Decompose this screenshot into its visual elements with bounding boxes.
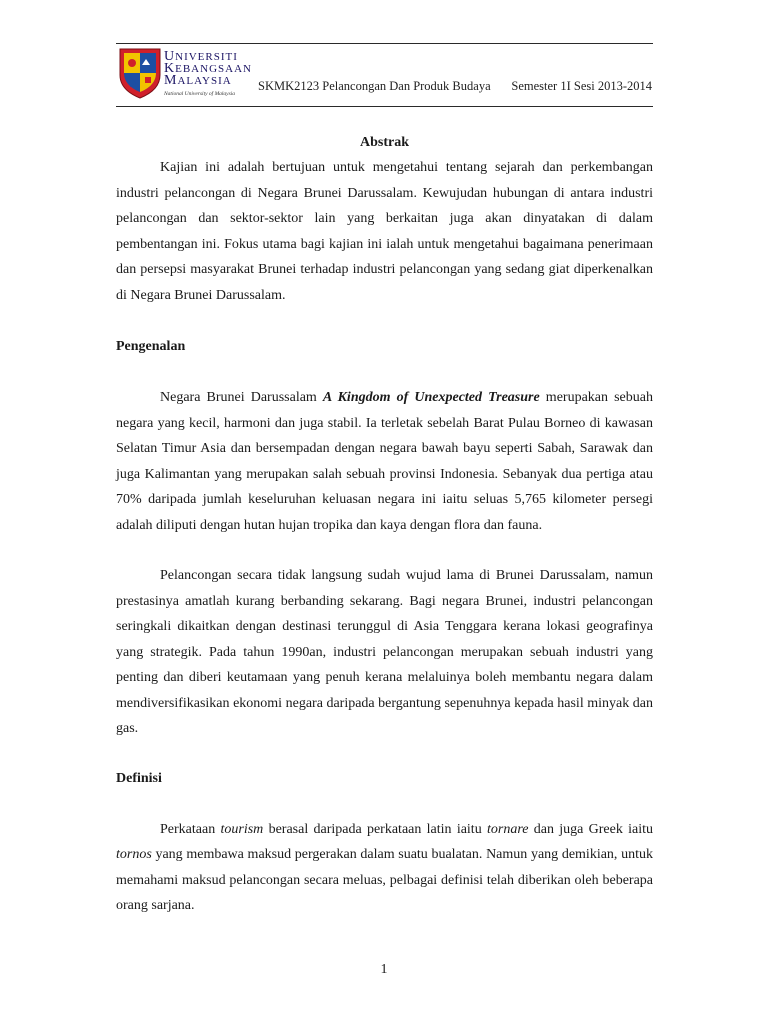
tagline-emphasis: A Kingdom of Unexpected Treasure xyxy=(322,390,540,405)
section-heading-pengenalan: Pengenalan xyxy=(116,339,186,354)
definisi-paragraph: Perkataan tourism berasal daripada perkataan latin iaitu tornare dan juga Greek iaitu tornos yang membawa maksud pergerakan dalam suatu bualatan. Namun yang demikian, untuk memahami maksud pelancongan secara meluas, pelbagai definisi telah diberikan oleh beberapa orang sarjana. xyxy=(116,821,653,913)
semester-label: Semester 1I Sesi 2013-2014 xyxy=(511,79,652,93)
crest-icon xyxy=(118,47,162,99)
university-subtitle: National University of Malaysia xyxy=(164,91,236,97)
abstract-paragraph: Kajian ini adalah bertujuan untuk mengetahui tentang sejarah dan perkembangan industri pelancongan di Negara Brunei Darussalam. Kewujudan hubungan di antara industri pelancongan dan sektor-sektor lain yang berkaitan juga akan dinyatakan di dalam pembentangan ini. Fokus utama bagi kajian ini ialah untuk mengetahui bagaimana penerimaan dan persepsi masyarakat Brunei terhadap industri pelancongan yang sedang giat diperkenalkan di Negara Brunei Darussalam. xyxy=(116,160,653,303)
page-number: 1 xyxy=(380,962,388,977)
document-body xyxy=(116,130,653,919)
header-bottom-rule xyxy=(116,106,653,107)
pengenalan-paragraph-2: Pelancongan secara tidak langsung sudah wujud lama di Brunei Darussalam, namun prestasinya amatlah kurang berbanding sekarang. Bagi negara Brunei, industri pelancongan seringkali dikaitkan dengan destinasi terunggul di Asia Tenggara kerana lokasi geografinya yang strategik. Pada tahun 1990an, industri pelancongan merupakan sebuah industri yang penting dan diberi keutamaan yang penuh kerana melaluinya boleh membantu negara dalam mendiversifikasikan ekonomi negara daripada bergantung sepenuhnya kepada hasil minyak dan gas. xyxy=(116,568,653,736)
section-heading-definisi: Definisi xyxy=(116,770,162,786)
abstract-title: Abstrak xyxy=(359,135,409,150)
pengenalan-paragraph-1: Negara Brunei Darussalam A Kingdom of Unexpected Treasure merupakan sebuah negara yang kecil, harmoni dan juga stabil. Ia terletak sebelah Barat Pulau Borneo di kawasan Selatan Timur Asia dan bersempadan dengan negara bawah bayu seperti Sabah, Sarawak dan juga Kalimantan yang merupakan salah sebuah provinsi Indonesia. Sebanyak dua pertiga atau 70% daripada jumlah keseluruhan keluasan negara ini iaitu seluas 5,765 kilometer persegi adalah diliputi dengan hutan hujan tropika dan kaya dengan flora dan fauna. xyxy=(116,390,653,533)
course-title: SKMK2123 Pelancongan Dan Produk Budaya xyxy=(258,79,491,93)
university-logo xyxy=(118,47,278,101)
header-top-rule xyxy=(116,43,653,44)
university-name: UNIVERSITI KEBANGSAAN MALAYSIA National University of Malaysia xyxy=(164,51,252,100)
